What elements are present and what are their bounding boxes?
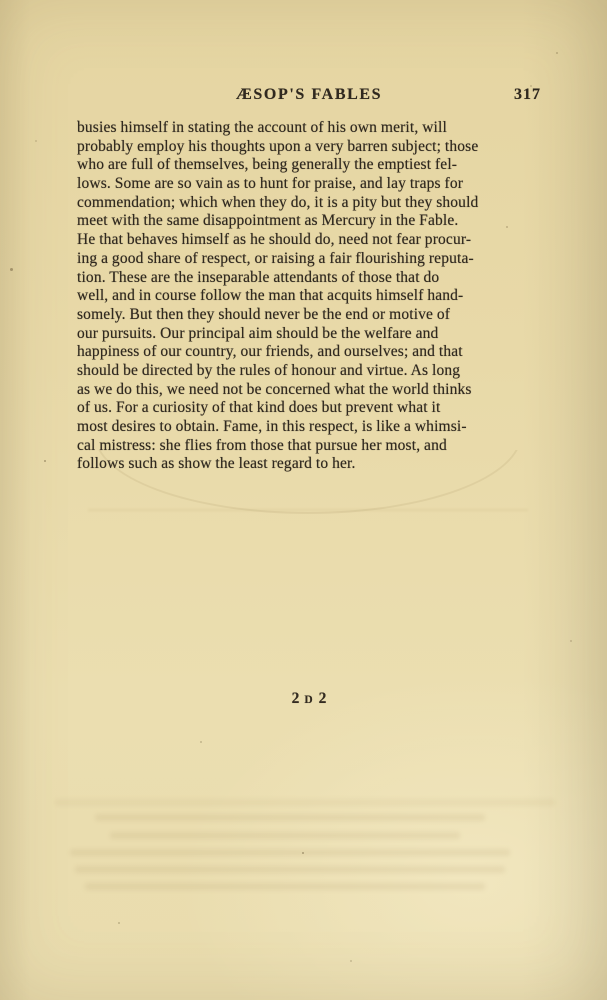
show-through-text xyxy=(110,832,460,839)
paper-speck xyxy=(118,922,120,924)
text-line: probably employ his thoughts upon a very barren subject; those xyxy=(77,137,479,155)
paper-speck xyxy=(302,852,304,854)
text-line: lows. Some are so vain as to hunt for praise, and lay traps for xyxy=(77,175,464,193)
text-line: cal mistress: she flies from those that pursue her most, and xyxy=(77,436,447,454)
text-line: should be directed by the rules of honour and virtue. As long xyxy=(77,361,461,379)
show-through-text xyxy=(95,814,485,821)
text-line: as we do this, we need not be concerned what the world thinks xyxy=(77,380,472,398)
text-line: meet with the same disappointment as Mercury in the Fable. xyxy=(77,212,459,230)
signature-numeral: 2 xyxy=(318,690,327,707)
show-through-rule xyxy=(88,509,528,511)
paper-speck xyxy=(200,741,202,743)
text-line: who are full of themselves, being generally the emptiest fel- xyxy=(77,156,458,174)
text-line: most desires to obtain. Fame, in this respect, is like a whimsi- xyxy=(77,418,467,435)
show-through-text xyxy=(75,866,505,873)
text-line: somely. But then they should never be the end or motive of xyxy=(77,305,451,323)
signature-numeral: 2 xyxy=(291,690,300,707)
paper-speck xyxy=(570,640,572,642)
paper-speck xyxy=(44,460,46,462)
paper-speck xyxy=(10,268,13,271)
signature-letter: D xyxy=(304,694,314,706)
show-through-text xyxy=(85,883,485,890)
text-line: our pursuits. Our principal aim should be the welfare and xyxy=(77,324,439,342)
running-head xyxy=(77,86,541,108)
show-through-text xyxy=(55,799,555,806)
page-number: 317 xyxy=(514,86,541,103)
text-line: busies himself in stating the account of his own merit, will xyxy=(77,119,447,136)
paper-speck xyxy=(35,140,37,142)
text-line: tion. These are the inseparable attendants of those that do xyxy=(77,268,440,286)
running-head-title: ÆSOP'S FABLES xyxy=(235,86,383,103)
text-line: of us. For a curiosity of that kind does but prevent what it xyxy=(77,399,441,417)
show-through-text xyxy=(70,849,510,856)
page-text xyxy=(77,119,541,474)
paper-speck xyxy=(556,52,558,54)
text-line: ing a good share of respect, or raising a fair flourishing reputa- xyxy=(77,249,474,267)
paper-speck xyxy=(350,960,352,962)
text-line: commendation; which when they do, it is a pity but they should xyxy=(77,193,479,211)
text-line: happiness of our country, our friends, and ourselves; and that xyxy=(77,343,463,361)
text-line: He that behaves himself as he should do, need not fear procur- xyxy=(77,231,472,249)
text-line: well, and in course follow the man that acquits himself hand- xyxy=(77,287,464,305)
signature-mark xyxy=(77,690,541,708)
text-line: follows such as show the least regard to her. xyxy=(77,455,356,473)
